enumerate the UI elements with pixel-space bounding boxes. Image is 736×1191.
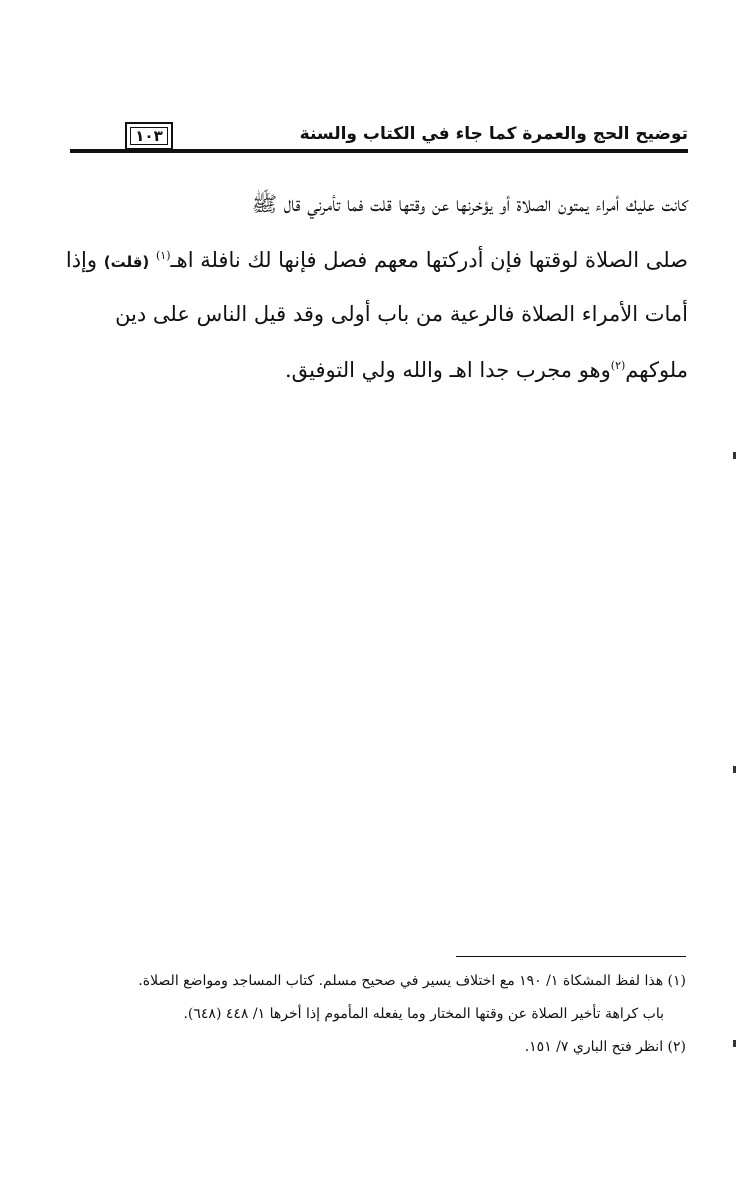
- footnote-ref-2: (٢): [610, 359, 626, 372]
- header-rule: [70, 149, 688, 153]
- footnote-2: (٢) انظر فتح الباري ٧/ ١٥١.: [524, 1039, 686, 1055]
- page-header: [70, 118, 688, 160]
- page-number: ١٠٣: [130, 127, 168, 145]
- footnote-1-line-1: (١) هذا لفظ المشكاة ١/ ١٩٠ مع اختلاف يسير في صحيح مسلم. كتاب المساجد ومواضع الصلاة.: [138, 973, 686, 989]
- qult-label: (قلت): [103, 253, 150, 271]
- footnote-separator: [456, 956, 686, 957]
- text-line-3: أمات الأمراء الصلاة فالرعية من باب أولى وقد قيل الناس على دين: [115, 302, 688, 326]
- running-title: توضيح الحج والعمرة كما جاء في الكتاب والسنة: [299, 124, 688, 144]
- text-line-2-end: وإذا: [65, 248, 98, 272]
- page-number-box: [125, 122, 173, 150]
- footnote-ref-1: (١): [155, 249, 171, 262]
- text-line-4-start: ملوكهم: [625, 358, 688, 382]
- text-line-4: [68, 340, 688, 396]
- text-line-4-end: وهو مجرب جدا اهـ والله ولي التوفيق.: [284, 358, 611, 382]
- main-text: [65, 178, 688, 396]
- text-line-2: [65, 230, 688, 288]
- text-line-1: كانت عليك أمراء يمتون الصلاة أو يؤخرنها عن وقتها قلت فما تأمرني قال ﷺ: [251, 192, 688, 216]
- footnote-1-line-2: باب كراهة تأخير الصلاة عن وقتها المختار وما يفعله المأموم إذا أخرها ١/ ٤٤٨ (٦٤٨).: [183, 1006, 664, 1022]
- footnotes: [80, 965, 686, 1064]
- text-line-2-main: صلى الصلاة لوقتها فإن أدركتها معهم فصل فإنها لك نافلة اهـ: [170, 248, 688, 272]
